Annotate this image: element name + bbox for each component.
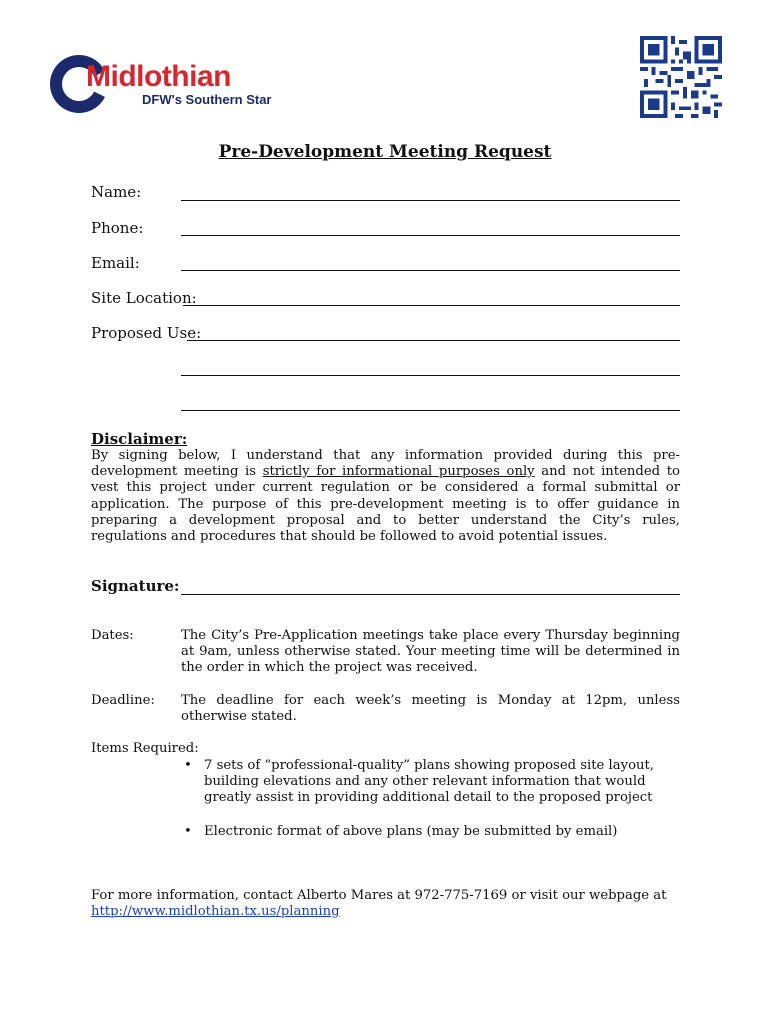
proposed-use-field[interactable] [187, 340, 680, 341]
deadline-label: Deadline: [91, 693, 155, 708]
name-label: Name: [91, 183, 142, 201]
list-item: Electronic format of above plans (may be submitted by email) [204, 824, 618, 839]
proposed-use-label: Proposed Use: [91, 324, 202, 342]
proposed-use-field-line-2[interactable] [181, 375, 680, 376]
items-required-label: Items Required: [91, 741, 199, 756]
email-field[interactable] [181, 270, 680, 271]
signature-field[interactable] [181, 594, 680, 595]
disclaimer-text-end: and not intended to vest this project under current regulation or be considered a formal submittal or application. The purpose of this pre-development meeting is to offer guidance in preparing a development proposal and to better understand the City’s rules, regulations and procedures that should be followed to avoid potential issues. [91, 464, 680, 545]
qr-code-icon [640, 36, 722, 118]
site-location-field[interactable] [183, 305, 680, 306]
contact-info [91, 888, 680, 920]
contact-text: For more information, contact Alberto Mares at 972-775-7169 or visit our webpage at [91, 888, 667, 903]
name-field[interactable] [181, 200, 680, 201]
bullet-icon: • [184, 824, 192, 839]
disclaimer-text [91, 448, 680, 545]
signature-label: Signature: [91, 577, 180, 595]
logo-name: Midlothian [86, 60, 231, 93]
dates-text: The City’s Pre-Application meetings take place every Thursday beginning at 9am, unless otherwise stated. Your meeting time will be determined in the order in which the project was received. [181, 628, 680, 676]
planning-webpage-link[interactable]: http://www.midlothian.tx.us/planning [91, 904, 340, 920]
disclaimer-heading: Disclaimer: [91, 430, 188, 448]
disclaimer-text-start: By signing below, I understand that any information provided during this pre-development meeting is [91, 448, 680, 480]
logo-tagline: DFW's Southern Star [142, 92, 272, 107]
phone-label: Phone: [91, 219, 144, 237]
page-title: Pre-Development Meeting Request [218, 142, 552, 162]
site-location-label: Site Location: [91, 289, 197, 307]
dates-label: Dates: [91, 628, 134, 643]
list-item: 7 sets of “professional-quality” plans showing proposed site layout, building elevations and any other relevant information that would greatly assist in providing additional detail to the proposed project [204, 758, 654, 806]
bullet-icon: • [184, 758, 192, 773]
proposed-use-field-line-3[interactable] [181, 410, 680, 411]
phone-field[interactable] [181, 235, 680, 236]
deadline-text: The deadline for each week’s meeting is Monday at 12pm, unless otherwise stated. [181, 693, 680, 725]
disclaimer-emphasis: strictly for informational purposes only [262, 464, 535, 480]
email-label: Email: [91, 254, 140, 272]
